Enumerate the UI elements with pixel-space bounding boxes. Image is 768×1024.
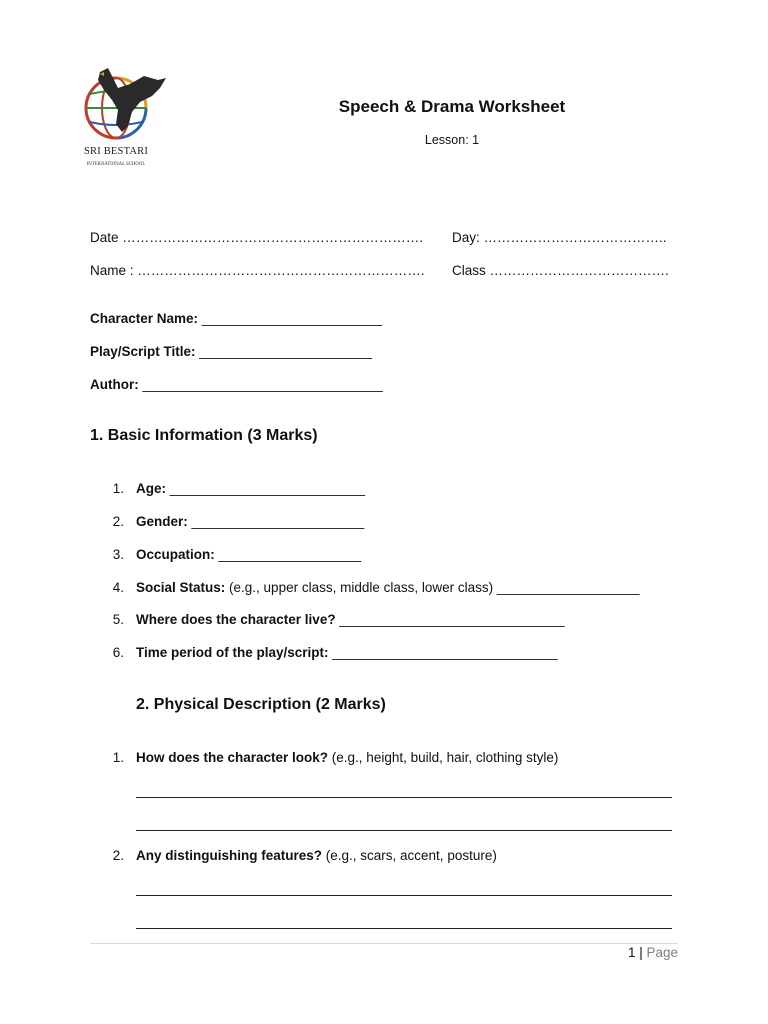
- date-field[interactable]: Date ………………………………………………………….: [90, 230, 424, 245]
- footer-divider: [90, 943, 678, 944]
- play-title-blank[interactable]: _______________________: [195, 344, 372, 359]
- list-number: 1.: [112, 750, 124, 765]
- page-label: Page: [646, 945, 678, 960]
- list-number: 1.: [112, 481, 124, 496]
- question-hint: (e.g., scars, accent, posture): [322, 848, 497, 863]
- answer-line[interactable]: [136, 928, 672, 929]
- character-name-blank[interactable]: ________________________: [198, 311, 382, 326]
- answer-blank[interactable]: ______________________________: [328, 645, 558, 660]
- list-item[interactable]: [136, 580, 640, 595]
- answer-line[interactable]: [136, 895, 672, 896]
- list-number: 2.: [112, 514, 124, 529]
- question-label: Gender:: [136, 514, 188, 529]
- question-label: Occupation:: [136, 547, 215, 562]
- question-label: Where does the character live?: [136, 612, 336, 627]
- list-item[interactable]: [136, 547, 361, 562]
- author-blank[interactable]: ________________________________: [138, 377, 383, 392]
- list-number: 5.: [112, 612, 124, 627]
- answer-blank[interactable]: (e.g., upper class, middle class, lower class) ___________________: [225, 580, 640, 595]
- author-label: Author:: [90, 377, 139, 392]
- page-number: 1: [627, 945, 636, 960]
- question-label: Social Status:: [136, 580, 226, 595]
- eagle-globe-icon: [78, 66, 170, 146]
- lesson-label: Lesson: 1: [424, 133, 480, 147]
- character-name-label: Character Name:: [90, 311, 199, 326]
- question-label: How does the character look?: [136, 750, 329, 765]
- class-field[interactable]: Class ………………………………….: [452, 263, 669, 278]
- list-item[interactable]: [136, 645, 558, 660]
- list-number: 3.: [112, 547, 124, 562]
- author-line[interactable]: [90, 377, 383, 392]
- answer-blank[interactable]: ______________________________: [335, 612, 565, 627]
- section-2-heading: 2. Physical Description (2 Marks): [136, 696, 386, 713]
- name-field[interactable]: Name : ……………………………………………………….: [90, 263, 425, 278]
- question-label: Time period of the play/script:: [136, 645, 329, 660]
- day-field[interactable]: Day: …………………………………..: [452, 230, 667, 245]
- footer-separator: |: [635, 945, 647, 960]
- logo-school-name: SRI BESTARI: [83, 146, 149, 157]
- answer-line[interactable]: [136, 830, 672, 831]
- answer-blank[interactable]: ___________________: [214, 547, 362, 562]
- list-item[interactable]: [136, 612, 565, 627]
- answer-blank[interactable]: _______________________: [187, 514, 365, 529]
- play-title-line[interactable]: [90, 344, 372, 359]
- answer-blank[interactable]: __________________________: [166, 481, 365, 496]
- worksheet-title: Speech & Drama Worksheet: [338, 97, 566, 116]
- question-hint: (e.g., height, build, hair, clothing style): [328, 750, 559, 765]
- page-footer: [560, 945, 678, 960]
- answer-line[interactable]: [136, 797, 672, 798]
- play-title-label: Play/Script Title:: [90, 344, 196, 359]
- list-item[interactable]: [136, 481, 365, 496]
- list-number: 4.: [112, 580, 124, 595]
- logo-school-subtitle: INTERNATIONAL SCHOOL: [86, 162, 146, 167]
- list-item: [136, 750, 558, 765]
- list-number: 6.: [112, 645, 124, 660]
- school-logo: [78, 66, 170, 172]
- list-item: [136, 848, 497, 863]
- section-1-heading: 1. Basic Information (3 Marks): [90, 427, 318, 444]
- list-number: 2.: [112, 848, 124, 863]
- question-label: Any distinguishing features?: [136, 848, 323, 863]
- question-label: Age:: [136, 481, 166, 496]
- character-name-line[interactable]: [90, 311, 382, 326]
- list-item[interactable]: [136, 514, 364, 529]
